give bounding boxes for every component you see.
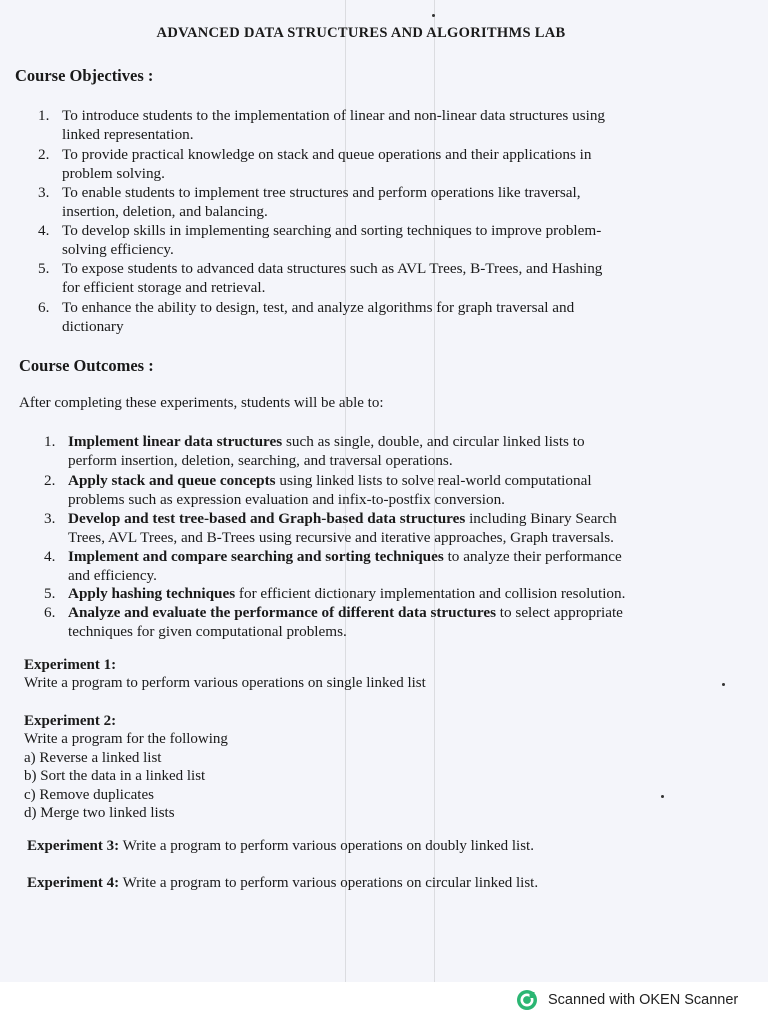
experiment-1-heading: Experiment 1:: [24, 657, 117, 673]
objective-line: To expose students to advanced data structures such as AVL Trees, B-Trees, and Hashing: [62, 260, 603, 277]
outcome-text: to select appropriate: [496, 604, 623, 621]
outcome-text-line2: problems such as expression evaluation and infix-to-postfix conversion.: [68, 491, 505, 508]
objective-number: 4.: [38, 222, 50, 239]
outcome-number: 3.: [44, 510, 56, 527]
experiment-1-text: Write a program to perform various operations on single linked list: [24, 675, 426, 691]
outcome-text: including Binary Search: [465, 510, 617, 527]
objective-line: problem solving.: [62, 165, 165, 182]
experiment-2-text: Write a program for the following: [24, 731, 228, 747]
objective-line: To provide practical knowledge on stack and queue operations and their applications in: [62, 146, 592, 163]
experiment-3-heading: Experiment 3:: [27, 838, 120, 854]
scanner-label: Scanned with OKEN Scanner: [548, 992, 739, 1008]
outcome-bold-phrase: Implement and compare searching and sorting techniques: [68, 548, 444, 565]
objectives-heading: Course Objectives :: [15, 66, 154, 85]
objective-line: linked representation.: [62, 126, 194, 143]
outcome-number: 5.: [44, 585, 56, 602]
experiment-2-subitem: b) Sort the data in a linked list: [24, 768, 206, 784]
experiment-4-text: Write a program to perform various operations on circular linked list.: [122, 875, 539, 891]
objective-line: To develop skills in implementing searching and sorting techniques to improve problem-: [62, 222, 602, 239]
outcome-bold-phrase: Develop and test tree-based and Graph-based data structures: [68, 510, 466, 527]
objective-number: 3.: [38, 184, 50, 201]
objective-line: dictionary: [62, 318, 124, 335]
outcome-text-line2: Trees, AVL Trees, and B-Trees using recursive and iterative approaches, Graph traversals.: [68, 529, 614, 546]
experiment-4: [27, 875, 538, 892]
outcome-bold-phrase: Implement linear data structures: [68, 433, 283, 450]
outcome-text: such as single, double, and circular linked lists to: [282, 433, 585, 450]
outcome-number: 2.: [44, 472, 56, 489]
objective-line: To introduce students to the implementation of linear and non-linear data structures using: [62, 107, 606, 124]
objective-line: for efficient storage and retrieval.: [62, 279, 266, 296]
experiment-2-subitem: a) Reverse a linked list: [24, 750, 162, 766]
outcome-bold-phrase: Analyze and evaluate the performance of different data structures: [68, 604, 496, 621]
outcome-bold-phrase: Apply stack and queue concepts: [68, 472, 276, 489]
scan-speck: [661, 795, 664, 798]
outcome-bold-phrase: Apply hashing techniques: [68, 585, 236, 602]
document-title: ADVANCED DATA STRUCTURES AND ALGORITHMS LAB: [156, 25, 566, 41]
objective-line: insertion, deletion, and balancing.: [62, 203, 268, 220]
outcome-text: for efficient dictionary implementation and collision resolution.: [235, 585, 626, 602]
objective-number: 6.: [38, 299, 50, 316]
outcome-text-line2: and efficiency.: [68, 567, 157, 584]
objective-number: 5.: [38, 260, 50, 277]
outcome-number: 1.: [44, 433, 56, 450]
outcomes-intro: After completing these experiments, students will be able to:: [19, 395, 384, 411]
scanner-watermark: [516, 988, 738, 1012]
experiment-4-heading: Experiment 4:: [27, 875, 120, 891]
outcomes-heading: Course Outcomes :: [19, 356, 154, 375]
objective-number: 1.: [38, 107, 50, 124]
outcome-text: to analyze their performance: [443, 548, 622, 565]
experiment-3-text: Write a program to perform various operations on doubly linked list.: [122, 838, 534, 854]
objective-line: To enhance the ability to design, test, and analyze algorithms for graph traversal and: [62, 299, 575, 316]
outcome-number: 4.: [44, 548, 56, 565]
outcome-number: 6.: [44, 604, 56, 621]
objective-number: 2.: [38, 146, 50, 163]
scanner-logo-icon: [516, 989, 538, 1011]
experiment-3: [27, 838, 534, 855]
experiment-2-heading: Experiment 2:: [24, 713, 117, 729]
scan-speck: [432, 14, 435, 17]
outcome-text: using linked lists to solve real-world computational: [275, 472, 592, 489]
scan-speck: [722, 683, 725, 686]
outcome-text-line2: techniques for given computational problems.: [68, 623, 347, 640]
outcome-text-line2: perform insertion, deletion, searching, and traversal operations.: [68, 452, 453, 469]
experiment-2-subitem: c) Remove duplicates: [24, 787, 154, 803]
experiment-2-subitem: d) Merge two linked lists: [24, 805, 175, 821]
objective-line: solving efficiency.: [62, 241, 174, 258]
objective-line: To enable students to implement tree structures and perform operations like traversal,: [62, 184, 581, 201]
